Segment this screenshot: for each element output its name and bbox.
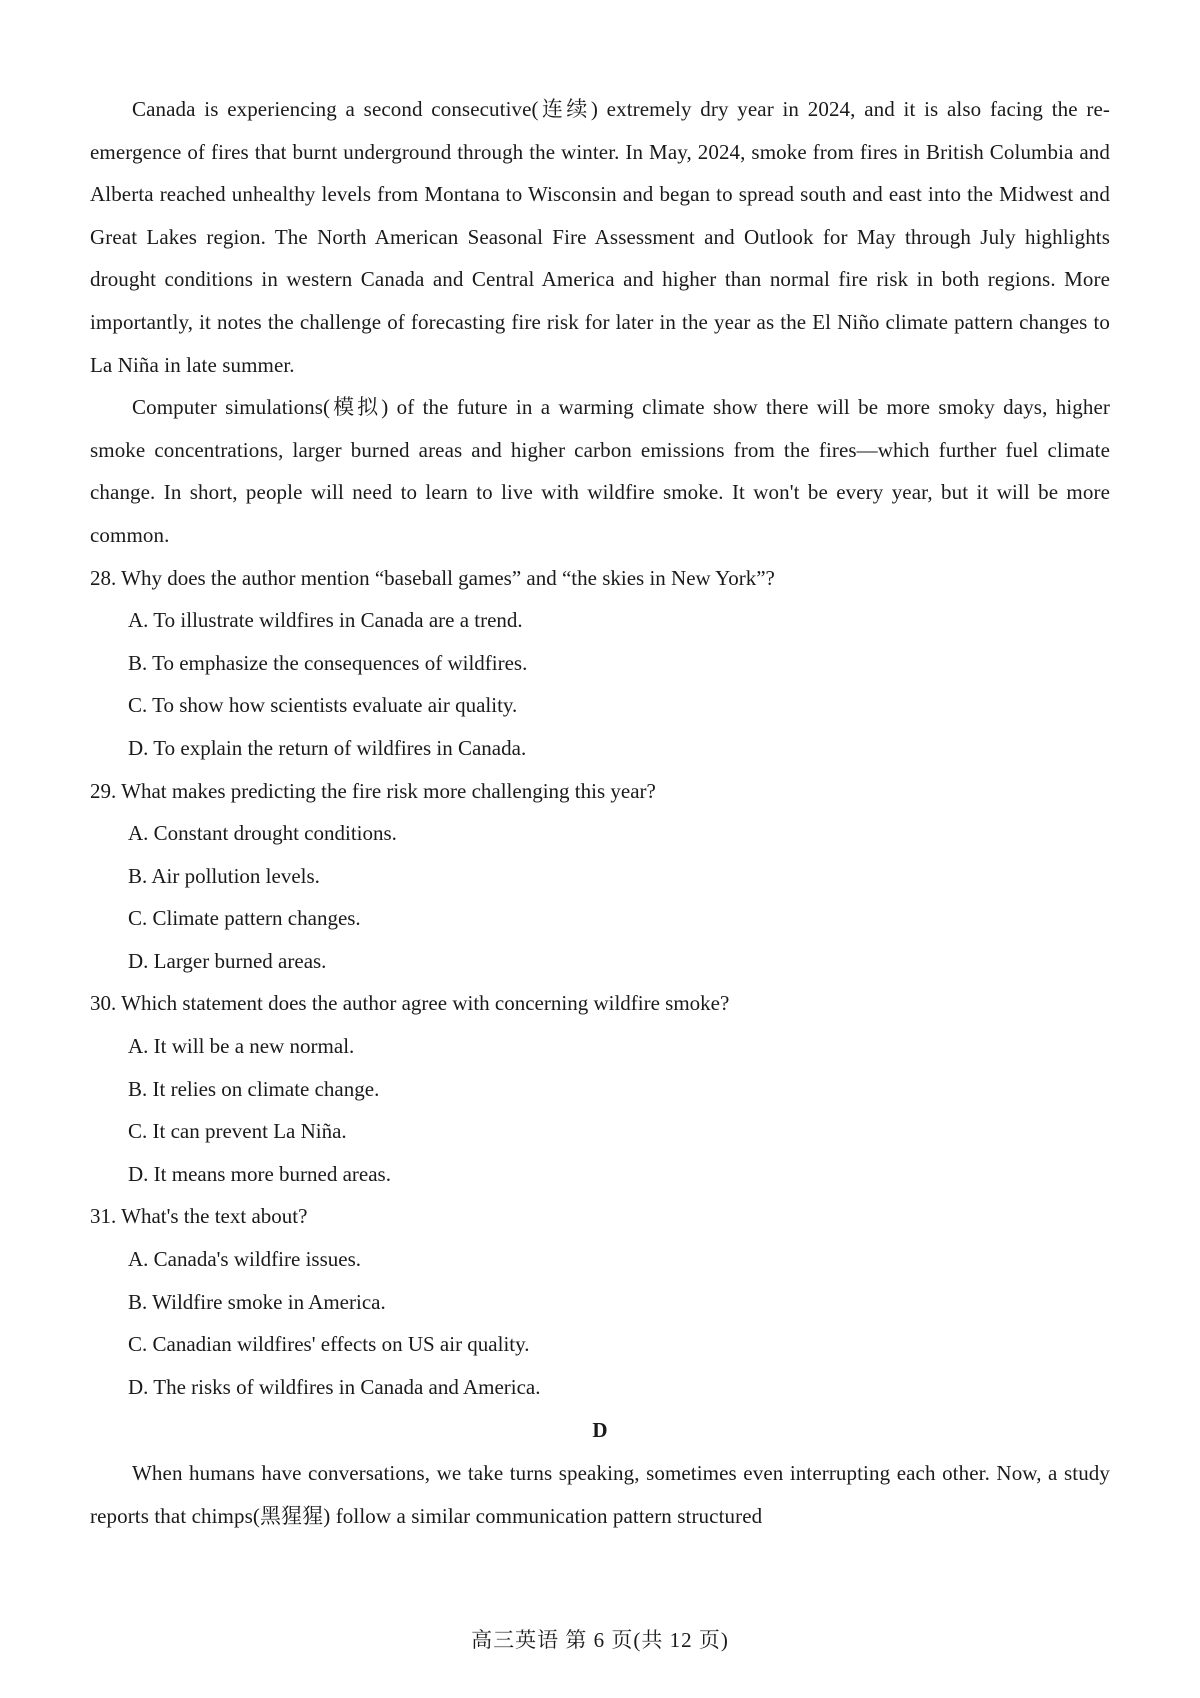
option-a: A. It will be a new normal. bbox=[128, 1034, 355, 1059]
option-d: D. The risks of wildfires in Canada and America. bbox=[128, 1374, 541, 1399]
question-stem: 31. What's the text about? bbox=[90, 1204, 308, 1229]
option-c: C. Canadian wildfires' effects on US air quality. bbox=[128, 1332, 530, 1357]
question-stem: 30. Which statement does the author agree with concerning wildfire smoke? bbox=[90, 991, 730, 1016]
question-31 bbox=[90, 1195, 1110, 1408]
option-list bbox=[90, 599, 1110, 769]
option-list bbox=[90, 812, 1110, 982]
option-a: A. To illustrate wildfires in Canada are a trend. bbox=[128, 608, 523, 633]
question-29 bbox=[90, 770, 1110, 983]
section-d-heading: D bbox=[592, 1418, 608, 1443]
exam-page bbox=[90, 88, 1110, 1538]
option-a: A. Canada's wildfire issues. bbox=[128, 1247, 361, 1272]
option-c: C. It can prevent La Niña. bbox=[128, 1119, 347, 1144]
page-footer: 高三英语 第 6 页(共 12 页) bbox=[471, 1628, 729, 1652]
question-stem: 29. What makes predicting the fire risk more challenging this year? bbox=[90, 778, 656, 803]
option-b: B. To emphasize the consequences of wildfires. bbox=[128, 650, 528, 675]
option-d: D. To explain the return of wildfires in Canada. bbox=[128, 735, 527, 760]
passage-c-paragraph-1: Canada is experiencing a second consecutive(连续) extremely dry year in 2024, and it is also facing the re-emergence of fires that burnt underground through the winter. In May, 2024, smoke from fires in British Columbia and Alberta reached unhealthy levels from Montana to Wisconsin and began to spread south and east into the Midwest and Great Lakes region. The North American Seasonal Fire Assessment and Outlook for May through July highlights drought conditions in western Canada and Central America and higher than normal fire risk in both regions. More importantly, it notes the challenge of forecasting fire risk for later in the year as the El Niño climate pattern changes to La Niña in late summer. bbox=[90, 97, 1110, 377]
option-c: C. To show how scientists evaluate air quality. bbox=[128, 693, 518, 718]
option-b: B. It relies on climate change. bbox=[128, 1076, 380, 1101]
question-stem: 28. Why does the author mention “baseball games” and “the skies in New York”? bbox=[90, 565, 775, 590]
passage-d-paragraph-1: When humans have conversations, we take turns speaking, sometimes even interrupting each other. Now, a study reports that chimps(黑猩猩) follow a similar communication pattern structured bbox=[90, 1461, 1110, 1528]
question-30 bbox=[90, 982, 1110, 1195]
option-list bbox=[90, 1025, 1110, 1195]
passage-c-paragraph-2: Computer simulations(模拟) of the future in a warming climate show there will be more smoky days, higher smoke concentrations, larger burned areas and higher carbon emissions from the fires—which further fuel climate change. In short, people will need to learn to live with wildfire smoke. It won't be every year, but it will be more common. bbox=[90, 395, 1110, 547]
option-b: B. Air pollution levels. bbox=[128, 863, 320, 888]
option-d: D. Larger burned areas. bbox=[128, 948, 327, 973]
option-b: B. Wildfire smoke in America. bbox=[128, 1289, 386, 1314]
option-a: A. Constant drought conditions. bbox=[128, 821, 397, 846]
option-d: D. It means more burned areas. bbox=[128, 1161, 391, 1186]
option-c: C. Climate pattern changes. bbox=[128, 906, 361, 931]
option-list bbox=[90, 1238, 1110, 1408]
question-28 bbox=[90, 557, 1110, 770]
